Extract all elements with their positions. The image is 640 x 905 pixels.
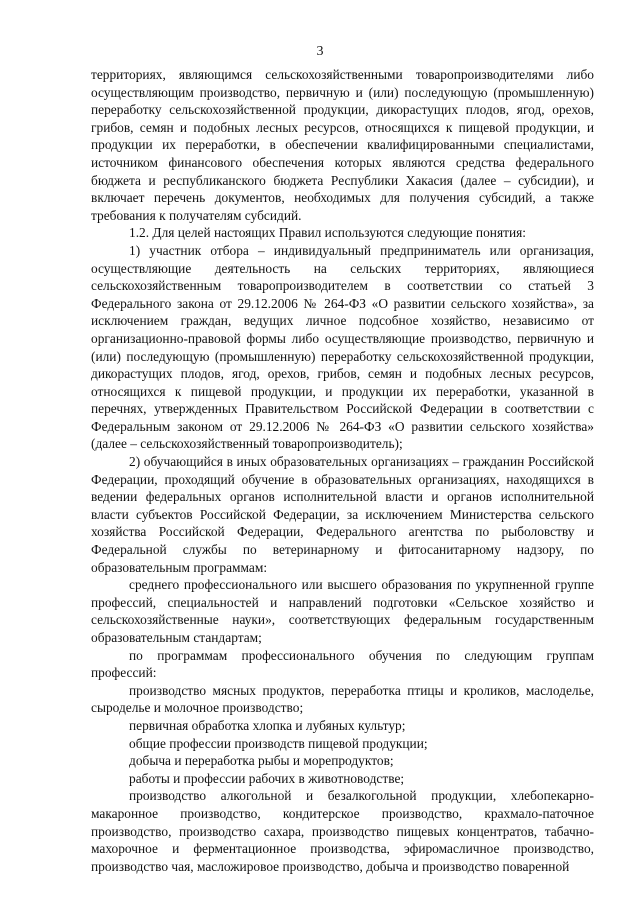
paragraph-definition-participant: 1) участник отбора – индивидуальный предприниматель или организация, осуществляющие деятельность на сельских территориях, являющиеся сельскохозяйственным товаропроизводителем в соответствии со статьей 3 Федерального закона от 29.12.2006 № 264-ФЗ «О развитии сельского хозяйства», за исключением граждан, ведущих личное подсобное хозяйство, независимо от организационно-правовой формы либо осуществляющие производство, первичную и (или) последующую (промышленную) переработку сельскохозяйственной продукции, дикорастущих плодов, ягод, орехов, грибов, семян и подобных лесных ресурсов, относящихся к пищевой продукции, и продукции их переработки, указанной в перечнях, утвержденных Правительством Российской Федерации в соответствии с Федеральным законом от 29.12.2006 № 264-ФЗ «О развитии сельского хозяйства» (далее – сельскохозяйственный товаропроизводитель); [91,242,594,452]
document-body [91,66,594,875]
paragraph-definition-student: 2) обучающийся в иных образовательных организациях – гражданин Российской Федерации, проходящий обучение в образовательных организациях, находящихся в ведении федеральных органов исполнительной власти и органов исполнительной власти субъектов Российской Федерации, за исключением Министерства сельского хозяйства Российской Федерации, Федерального агентства по рыболовству и Федеральной службы по ветеринарному и фитосанитарному надзору, по образовательным программам: [91,454,594,575]
list-item-cotton-bast: первичная обработка хлопка и лубяных культур; [129,717,406,733]
list-item-beverage-food-industry: производство алкогольной и безалкогольной продукции, хлебопекарно-макаронное производство, кондитерское производство, крахмало-паточное производство, производство сахара, производство пищевых концентратов, табачно-махорочное и ферментационное производства, эфиромасличное производство, производство чая, масложировое производство, добыча и производство поваренной [91,788,594,874]
paragraph-program-professional-training: по программам профессионального обучения по следующим группам профессий: [91,647,594,681]
list-item-meat-dairy: производство мясных продуктов, переработка птицы и кроликов, маслоделье, сыроделье и молочное производство; [91,682,594,716]
page-number: 3 [316,44,324,59]
list-item-fish-seafood: добыча и переработка рыбы и морепродуктов; [129,753,394,769]
paragraph-definitions-intro: 1.2. Для целей настоящих Правил используются следующие понятия: [129,225,527,241]
list-item-food-production: общие профессии производств пищевой продукции; [129,735,428,751]
paragraph-program-higher-education: среднего профессионального или высшего образования по укрупненной группе профессий, специальностей и направлений подготовки «Сельское хозяйство и сельскохозяйственные науки», соответствующих федеральным государственным образовательным стандартам; [91,577,594,645]
paragraph-purpose-continuation: территориях, являющимся сельскохозяйственными товаропроизводителями либо осуществляющим производство, первичную и (или) последующую (промышленную) переработку сельскохозяйственной продукции, дикорастущих плодов, ягод, орехов, грибов, семян и подобных лесных ресурсов, относящихся к пищевой продукции, и продукции их переработки, в обеспечении квалифицированными специалистами, источником финансового обеспечения которых являются средства федерального бюджета и республиканского бюджета Республики Хакасия (далее – субсидии), и включает перечень документов, необходимых для получения субсидий, а также требования к получателям субсидий. [91,67,594,223]
list-item-livestock: работы и профессии рабочих в животноводстве; [129,770,405,786]
